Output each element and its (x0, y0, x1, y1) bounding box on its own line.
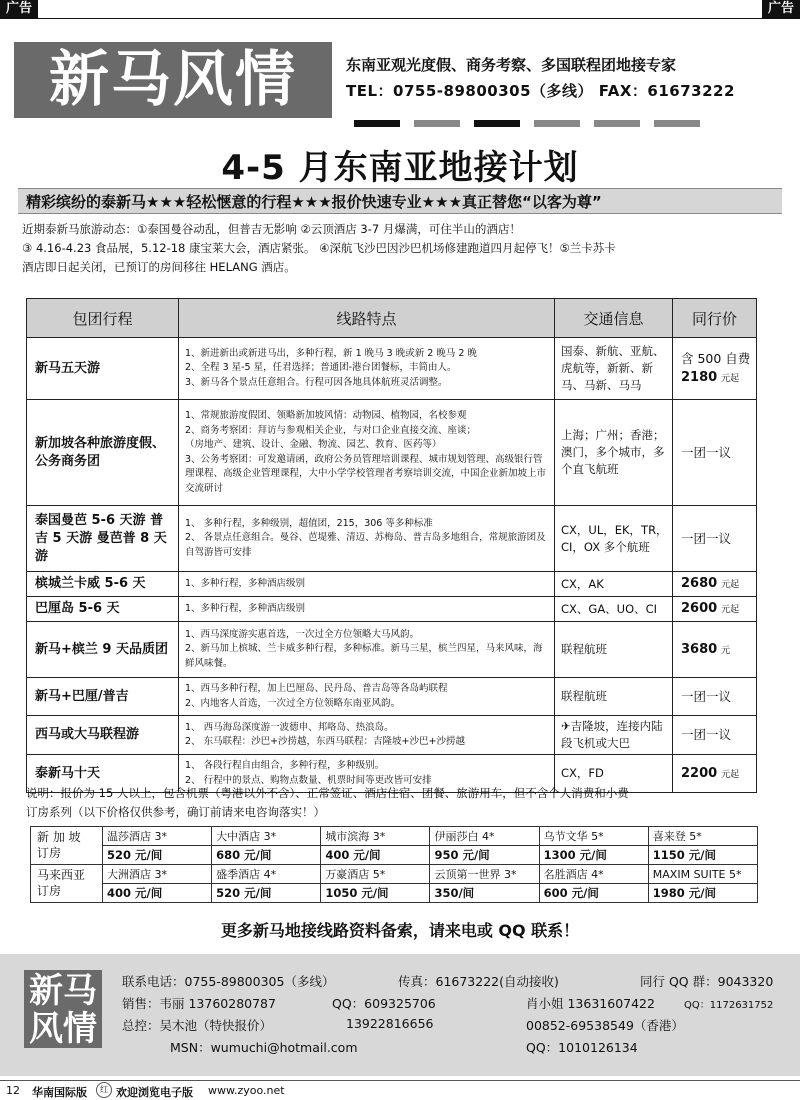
traffic-info: CX、GA、UO、CI (555, 597, 673, 622)
news-block (22, 220, 782, 277)
traffic-info: ✈吉隆坡，连接内陆段飞机或大巴 (555, 716, 673, 755)
peer-price (673, 716, 757, 755)
hotel-table (30, 826, 758, 903)
circle-badge: 红 (96, 1082, 112, 1098)
ad-label-left: 广告 (0, 0, 38, 18)
hotel-price: 1150 元/间 (648, 846, 757, 865)
tour-name: 泰新马十天 (27, 755, 179, 793)
tour-name: 新马+槟兰 9 天品质团 (27, 622, 179, 678)
footer-qq3: QQ：1010126134 (526, 1040, 638, 1055)
traffic-info: 联程航班 (555, 678, 673, 716)
feature-line: 3、新马各个景点任意组合。行程可因各地具体航班灵活调整。 (185, 376, 448, 388)
table-row (27, 678, 757, 716)
tour-name: 西马或大马联程游 (27, 716, 179, 755)
price-note (26, 784, 766, 822)
hotel-price: 1980 元/间 (648, 884, 757, 903)
price-value: 一团一议 (681, 530, 732, 546)
feature-line: 3、公务考察团：可发邀请函，政府公务员管理培训课程、城市规划管理、高级银行管理课程、高级企业管理课程，大中小学学校管理者考察培训交流，中国企业新加坡上市交流研讨 (185, 453, 547, 494)
price-value: 一团一议 (681, 444, 732, 460)
news-line: 近期泰新马旅游动态：①泰国曼谷动乱，但普吉无影响 ②云顶酒店 3-7 月爆满，可住半山的酒店！ (22, 222, 521, 236)
news-line: 酒店即日起关闭，已预订的房间移往 HELANG 酒店。 (22, 260, 296, 274)
tour-features (179, 716, 555, 755)
tour-features (179, 400, 555, 506)
table-row (27, 716, 757, 755)
header-price: 同行价 (673, 299, 757, 338)
feature-line: 1、多种行程，多种酒店级别 (185, 577, 306, 589)
brand-logo: 新马风情 (14, 42, 332, 118)
hotel-price: 950 元/间 (430, 846, 539, 865)
feature-line: 2、新马加上槟城、兰卡威多种行程，多种标准。新马三星，槟兰四星，马来风味，海鲜风味餐。 (185, 643, 543, 669)
price-value: 2200 (681, 765, 718, 781)
ad-label-right: 广告 (762, 0, 800, 18)
region-malaysia: 马来西亚 订房 (31, 865, 103, 903)
hotel-price: 1300 元/间 (539, 846, 648, 865)
price-value: 3680 (681, 641, 718, 657)
top-divider (0, 18, 800, 19)
feature-line: 1、西马深度游实惠首选，一次过全方位领略大马风韵。 (185, 628, 420, 640)
hotel-name: 喜来登 5* (648, 827, 757, 846)
tour-name: 槟城兰卡威 5-6 天 (27, 572, 179, 597)
feature-line: 1、 多种行程，多种级别，超值团，215，306 等多种标准 (185, 517, 433, 529)
page-url[interactable]: www.zyoo.net (208, 1084, 285, 1097)
price-value: 2180 (681, 369, 718, 385)
brand-contact: TEL：0755-89800305（多线） FAX：61673222 (346, 82, 735, 100)
page-welcome: 欢迎浏览电子版 (116, 1086, 193, 1099)
tour-name: 新马+巴厘/普吉 (27, 678, 179, 716)
footer-sales-qq: QQ：609325706 (332, 996, 436, 1011)
price-unit: 元起 (721, 769, 740, 780)
footer-sales2-qq: QQ：1172631752 (684, 1000, 774, 1011)
table-row (27, 622, 757, 678)
feature-line: 2、商务考察团：拜访与参观相关企业，与对口企业直接交流、座谈； (185, 424, 477, 436)
tour-name: 泰国曼芭 5-6 天游 普吉 5 天游 曼芭普 8 天游 (27, 506, 179, 572)
hotel-price: 520 元/间 (103, 846, 212, 865)
footer-fax: 传真：61673222(自动接收) (398, 974, 559, 989)
price-value: 2680 (681, 576, 718, 591)
header-features: 线路特点 (179, 299, 555, 338)
footer-qq-group: 同行 QQ 群：9043320 (640, 974, 774, 989)
peer-price (673, 338, 757, 400)
tour-features (179, 506, 555, 572)
page-divider (0, 1080, 800, 1081)
tour-name: 新加坡各种旅游度假、公务商务团 (27, 400, 179, 506)
tour-features (179, 622, 555, 678)
page-number: 12 (6, 1084, 20, 1097)
feature-line: 1、新进新出或新进马出，多种行程，新 1 晚马 3 晚或新 2 晚马 2 晚 (185, 347, 477, 359)
footer-sales2: 肖小姐 13631607422 (526, 996, 655, 1011)
hotel-price: 400 元/间 (103, 884, 212, 903)
traffic-info: 联程航班 (555, 622, 673, 678)
tour-name: 巴厘岛 5-6 天 (27, 597, 179, 622)
price-unit: 元起 (721, 580, 740, 590)
price-unit: 元起 (721, 605, 740, 615)
table-row (27, 597, 757, 622)
hotel-name: 名胜酒店 4* (539, 865, 648, 884)
table-row (27, 506, 757, 572)
feature-line: 2、 东马联程：沙巴+沙捞越，东西马联程：吉隆坡+沙巴+沙捞越 (185, 736, 465, 747)
feature-line: 1、 各段行程自由组合，多种行程，多种级别。 (185, 760, 385, 771)
tour-features (179, 572, 555, 597)
header-traffic: 交通信息 (555, 299, 673, 338)
feature-line: 1、常规旅游度假团、领略新加坡风情：动物园、植物园，名校参观 (185, 410, 467, 421)
hotel-price: 350/间 (430, 884, 539, 903)
table-row (27, 400, 757, 506)
hotel-price: 520 元/间 (212, 884, 321, 903)
feature-line: 2、 各景点任意组合。曼谷、芭堤雅、清迈、苏梅岛、普吉岛多地组合，常规旅游团及自驾游皆可安排 (185, 532, 546, 558)
call-to-action: 更多新马地接线路资料备索，请来电或 QQ 联系！ (220, 921, 580, 940)
tour-features (179, 597, 555, 622)
tour-features (179, 678, 555, 716)
hotel-name: 城市滨海 3* (321, 827, 430, 846)
promo-banner: 精彩缤纷的泰新马★★★轻松惬意的行程★★★报价快速专业★★★真正替您“以客为尊” (18, 188, 782, 214)
peer-price (673, 678, 757, 716)
footer-msn: MSN：wumuchi@hotmail.com (170, 1040, 358, 1055)
news-line: ③ 4.16-4.23 食品展，5.12-18 康宝莱大会，酒店紧张。 ④深航飞沙巴因沙巴机场修建跑道四月起停飞！⑤兰卡苏卡 (22, 241, 616, 255)
brand-slogan: 东南亚观光度假、商务考察、多国联程团地接专家 (346, 56, 677, 74)
table-row (27, 572, 757, 597)
table-row (27, 338, 757, 400)
price-prefix: 含 500 自费 (681, 350, 751, 366)
hotel-name: MAXIM SUITE 5* (648, 865, 757, 884)
tour-features (179, 338, 555, 400)
footer-chief: 总控：吴木池（特快报价） (122, 1018, 273, 1033)
hotel-price: 1050 元/间 (321, 884, 430, 903)
tour-plan-table (26, 298, 757, 793)
hotel-title: 订房系列（以下价格仅供参考，确订前请来电咨询落实！） (26, 805, 325, 819)
feature-line: 1、 西马海岛深度游一波德申、邦咯岛、热浪岛。 (185, 721, 394, 733)
hotel-name: 温莎酒店 3* (103, 827, 212, 846)
header-tour: 包团行程 (27, 299, 179, 338)
feature-line: 2、内地客人首选，一次过全方位领略东南亚风韵。 (185, 697, 401, 709)
feature-line: （房地产、建筑、设计、金融、物流、园艺、教育、医药等） (185, 439, 442, 450)
traffic-info: CX，UL，EK，TR，CI，OX 多个航班 (555, 506, 673, 572)
price-value: 2600 (681, 601, 718, 616)
hotel-price: 600 元/间 (539, 884, 648, 903)
traffic-info: CX，FD (555, 755, 673, 793)
hotel-price: 680 元/间 (212, 846, 321, 865)
hotel-name: 大洲酒店 3* (103, 865, 212, 884)
price-value: 一团一议 (681, 688, 732, 704)
region-singapore: 新 加 坡 订房 (31, 827, 103, 865)
price-value: 一团一议 (681, 727, 732, 742)
footer-logo: 新马 风情 (24, 970, 102, 1048)
note-text: 说明：报价为 15 人以上，包含机票（粤港以外不含）、正常签证、酒店住宿、团餐、旅游用车，但不含个人消费和小费 (26, 786, 629, 800)
peer-price (673, 506, 757, 572)
hotel-name: 万豪酒店 5* (321, 865, 430, 884)
hotel-name: 乌节文华 5* (539, 827, 648, 846)
traffic-info: CX，AK (555, 572, 673, 597)
feature-line: 1、多种行程，多种酒店级别 (185, 602, 306, 614)
footer-phone: 联系电话：0755-89800305（多线） (122, 974, 335, 989)
feature-line: 1、西马多种行程，加上巴厘岛、民丹岛、普吉岛等各岛屿联程 (185, 683, 448, 694)
page-brand: 华南国际版 (32, 1086, 87, 1099)
peer-price (673, 622, 757, 678)
footer-chief-phone: 13922816656 (346, 1016, 434, 1031)
tour-name: 新马五天游 (27, 338, 179, 400)
price-unit: 元起 (721, 373, 740, 384)
price-unit: 元 (721, 645, 731, 656)
feature-line: 2、 行程中的景点、购物点数量、机票时间等更改皆可安排 (185, 774, 432, 786)
hotel-name: 盛季酒店 4* (212, 865, 321, 884)
peer-price (673, 572, 757, 597)
peer-price (673, 400, 757, 506)
hotel-name: 伊丽莎白 4* (430, 827, 539, 846)
hotel-name: 云顶第一世界 3* (430, 865, 539, 884)
page-title: 4-5 月东南亚地接计划 (221, 148, 579, 188)
peer-price (673, 597, 757, 622)
footer-sales: 销售：韦丽 13760280787 (122, 996, 276, 1011)
decorative-bars (354, 112, 714, 120)
hotel-name: 大中酒店 3* (212, 827, 321, 846)
traffic-info: 国泰、新航、亚航、虎航等，新新、新马、马新、马马 (555, 338, 673, 400)
footer-hk-phone: 00852-69538549（香港） (526, 1018, 684, 1033)
traffic-info: 上海；广州；香港；澳门，多个城市，多个直飞航班 (555, 400, 673, 506)
feature-line: 2、全程 3 星-5 星，任君选择；普通团-港台团餐标，丰简由人。 (185, 362, 457, 374)
hotel-price: 400 元/间 (321, 846, 430, 865)
